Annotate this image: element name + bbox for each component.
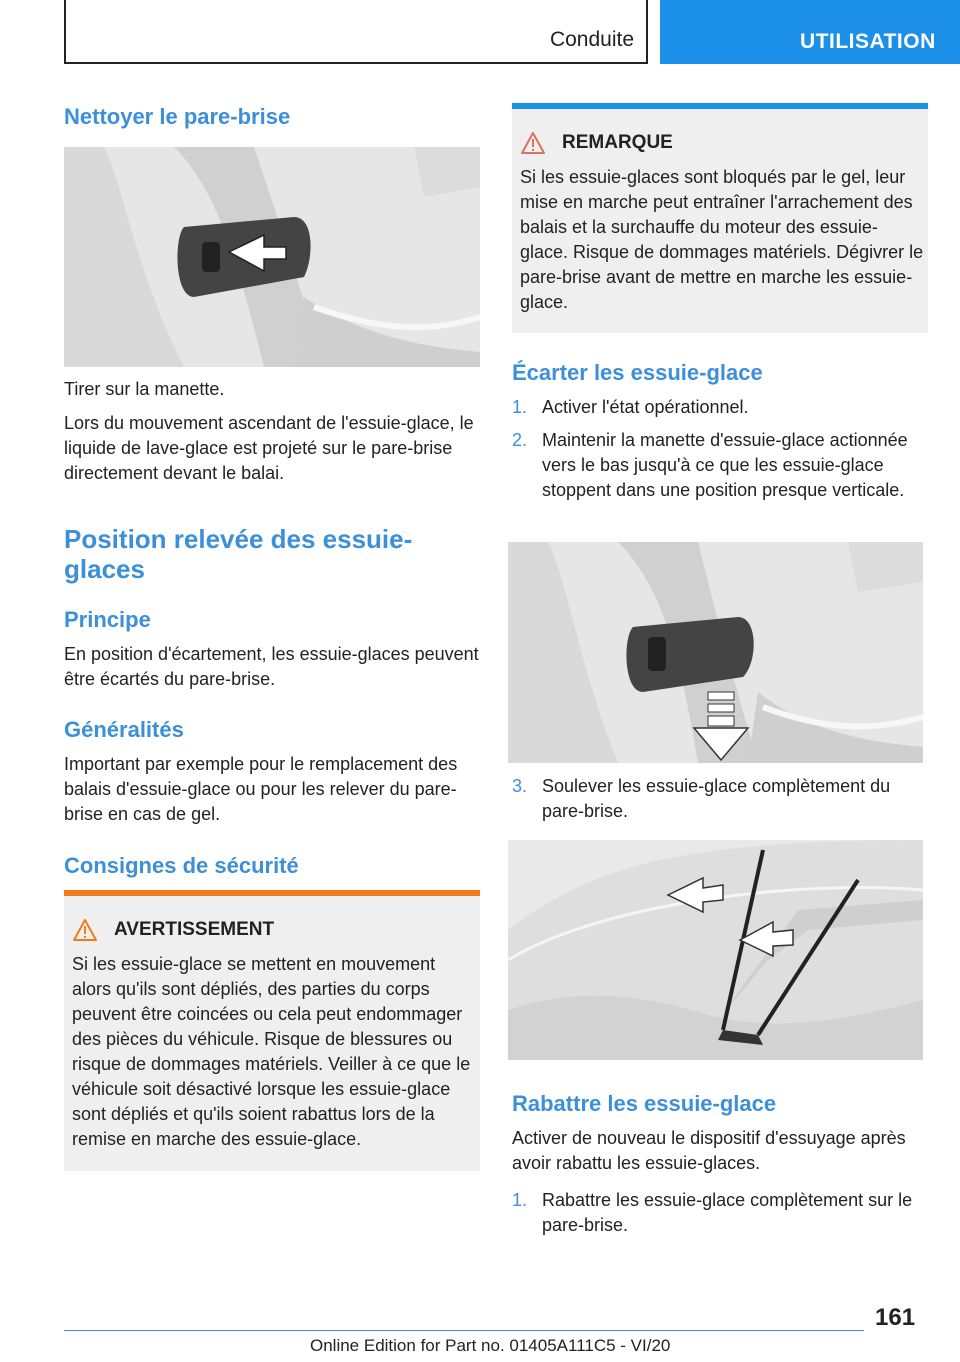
heading-fold-out: Écarter les essuie-glace <box>512 360 763 385</box>
figure-wiper-lever-pull <box>64 147 480 367</box>
step-text: Rabattre les essuie-glace complètement sur le pare-brise. <box>542 1190 913 1235</box>
paragraph-fold-in: Activer de nouveau le dispositif d'essuyage après avoir rabattu les essuie-glaces. <box>512 1128 906 1173</box>
step-number: 2. <box>512 430 528 450</box>
header-chapter-tab <box>660 0 960 64</box>
step-text: Maintenir la manette d'essuie-glace actionnée vers le bas jusqu'à ce que les essuie-glace stoppent dans une position presque verticale. <box>542 430 908 500</box>
warning-header <box>72 918 274 942</box>
warning-triangle-icon <box>72 918 98 942</box>
note-title: REMARQUE <box>562 132 673 153</box>
heading-fold-in: Rabattre les essuie-glace <box>512 1091 777 1116</box>
heading-principle: Principe <box>64 607 151 632</box>
step-text: Activer l'état opérationnel. <box>542 397 749 417</box>
warning-bar <box>64 890 480 896</box>
paragraph-cleaning: Lors du mouvement ascendant de l'essuie-glace, le liquide de lave-glace est projeté sur le pare-brise directement devant le balai. <box>64 413 474 483</box>
note-box <box>512 103 928 333</box>
list-item <box>512 395 922 420</box>
step-number: 1. <box>512 397 528 417</box>
footer-edition: Online Edition for Part no. 01405A111C5 - VI/20 <box>310 1336 671 1355</box>
heading-general: Généralités <box>64 717 184 742</box>
heading-raised-position: Position relevée des essuie-glaces <box>64 524 413 584</box>
steps-fold-in <box>512 1188 922 1238</box>
list-item <box>512 428 922 503</box>
header-chapter-label: UTILISATION <box>800 30 936 53</box>
figure-wipers-raised <box>508 840 923 1060</box>
paragraph-general: Important par exemple pour le remplacement des balais d'essuie-glace ou pour les relever du pare-brise en cas de gel. <box>64 754 458 824</box>
steps-fold-out-a <box>512 395 922 503</box>
footer-rule <box>64 1330 864 1331</box>
heading-cleaning: Nettoyer le pare-brise <box>64 104 291 129</box>
step-number: 3. <box>512 776 528 796</box>
paragraph-principle: En position d'écartement, les essuie-glaces peuvent être écartés du pare-brise. <box>64 644 479 689</box>
step-number: 1. <box>512 1190 528 1210</box>
warning-box <box>64 890 480 1171</box>
heading-safety: Consignes de sécurité <box>64 853 299 878</box>
note-text: Si les essuie-glaces sont bloqués par le gel, leur mise en marche peut entraîner l'arrachement des balais et la surchauffe du moteur des essuie-glace. Risque de dommages matériels. Dégivrer le pare-brise avant de mettre en marche les essuie-glace. <box>520 167 924 312</box>
note-bar <box>512 103 928 109</box>
note-header <box>520 131 673 155</box>
page-number: 161 <box>875 1304 916 1331</box>
figure-wiper-lever-down <box>508 542 923 763</box>
step-text: Soulever les essuie-glace complètement du pare-brise. <box>542 776 891 821</box>
warning-triangle-icon <box>520 131 546 155</box>
header-section-tab <box>64 0 648 64</box>
list-item <box>512 1188 922 1238</box>
step-pull-lever: Tirer sur la manette. <box>64 379 225 399</box>
steps-fold-out-b <box>512 774 922 824</box>
header-section-label: Conduite <box>549 28 634 51</box>
list-item <box>512 774 922 824</box>
warning-title: AVERTISSEMENT <box>114 919 275 940</box>
warning-text: Si les essuie-glace se mettent en mouvement alors qu'ils sont dépliés, des parties du corps peuvent être coincées ou cela peut endommager des pièces du véhicule. Risque de blessures ou risque de dommages matériels. Veiller à ce que le véhicule soit désactivé lorsque les essuie-glace sont dépliés et qu'ils soient rabattus lors de la remise en marche des essuie-glace. <box>72 954 471 1149</box>
